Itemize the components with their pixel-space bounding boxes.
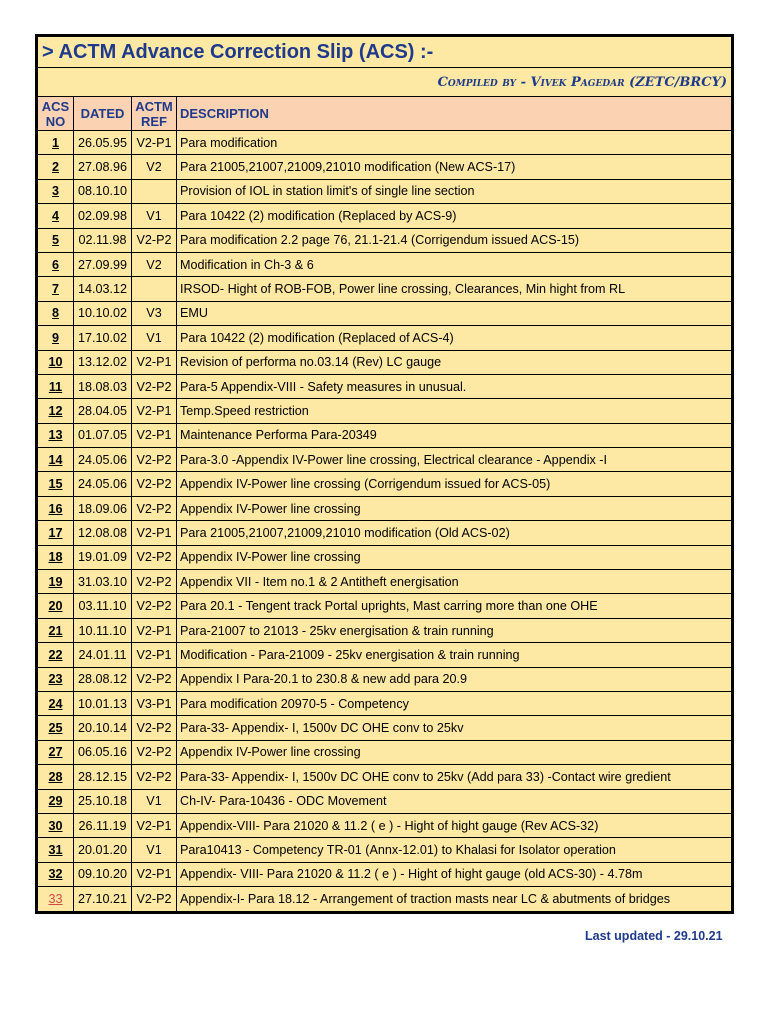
row-description: Modification - Para-21009 - 25kv energisation & train running	[177, 643, 732, 667]
row-date: 27.10.21	[74, 887, 132, 911]
table-row	[38, 374, 732, 398]
acs-number-link[interactable]: 3	[38, 179, 74, 203]
row-date: 24.01.11	[74, 643, 132, 667]
row-actm-ref: V2-P1	[132, 131, 177, 155]
row-date: 24.05.06	[74, 448, 132, 472]
header-description: DESCRIPTION	[177, 97, 732, 131]
table-row	[38, 887, 732, 911]
acs-number-link[interactable]: 23	[38, 667, 74, 691]
row-actm-ref: V2-P1	[132, 643, 177, 667]
header-acs-no	[38, 97, 74, 131]
title-row	[38, 37, 732, 68]
row-description: EMU	[177, 301, 732, 325]
row-description: Para 10422 (2) modification (Replaced by ACS-9)	[177, 204, 732, 228]
row-date: 19.01.09	[74, 545, 132, 569]
header-ref-line1: ACTM	[135, 98, 173, 114]
row-date: 13.12.02	[74, 350, 132, 374]
table-row	[38, 594, 732, 618]
row-description: Para-3.0 -Appendix IV-Power line crossing, Electrical clearance - Appendix -I	[177, 448, 732, 472]
row-actm-ref: V1	[132, 838, 177, 862]
row-date: 03.11.10	[74, 594, 132, 618]
acs-number-link[interactable]: 15	[38, 472, 74, 496]
row-description: Modification in Ch-3 & 6	[177, 252, 732, 276]
acs-number-link[interactable]: 31	[38, 838, 74, 862]
row-date: 26.05.95	[74, 131, 132, 155]
header-row	[38, 97, 732, 131]
acs-number-link[interactable]: 20	[38, 594, 74, 618]
table-row	[38, 399, 732, 423]
page-title: > ACTM Advance Correction Slip (ACS) :-	[38, 37, 732, 68]
compiled-row	[38, 68, 732, 97]
row-description: Para-5 Appendix-VIII - Safety measures in unusual.	[177, 374, 732, 398]
row-actm-ref: V2-P2	[132, 887, 177, 911]
table-row	[38, 740, 732, 764]
row-date: 08.10.10	[74, 179, 132, 203]
row-description: Appendix-VIII- Para 21020 & 11.2 ( e ) - Hight of hight gauge (Rev ACS-32)	[177, 813, 732, 837]
table-row	[38, 667, 732, 691]
table-row	[38, 618, 732, 642]
row-actm-ref: V1	[132, 204, 177, 228]
row-actm-ref: V2-P2	[132, 740, 177, 764]
row-description: Appendix I Para-20.1 to 230.8 & new add para 20.9	[177, 667, 732, 691]
row-actm-ref: V1	[132, 326, 177, 350]
table-row	[38, 862, 732, 886]
table-row	[38, 813, 732, 837]
table-row	[38, 472, 732, 496]
table-row	[38, 496, 732, 520]
row-description: Appendix- VIII- Para 21020 & 11.2 ( e ) - Hight of hight gauge (old ACS-30) - 4.78m	[177, 862, 732, 886]
row-actm-ref: V2-P2	[132, 448, 177, 472]
table-row	[38, 301, 732, 325]
row-actm-ref: V2-P1	[132, 521, 177, 545]
table-row	[38, 838, 732, 862]
acs-number-link[interactable]: 16	[38, 496, 74, 520]
table-row	[38, 350, 732, 374]
row-date: 10.11.10	[74, 618, 132, 642]
acs-number-link[interactable]: 1	[38, 131, 74, 155]
row-date: 02.09.98	[74, 204, 132, 228]
row-actm-ref: V2-P2	[132, 594, 177, 618]
row-actm-ref: V2-P1	[132, 399, 177, 423]
row-description: Para modification 2.2 page 76, 21.1-21.4 (Corrigendum issued ACS-15)	[177, 228, 732, 252]
acs-number-link[interactable]: 9	[38, 326, 74, 350]
compiled-by: Compiled by - Vivek Pagedar (ZETC/BRCY)	[38, 68, 732, 97]
row-actm-ref: V2	[132, 155, 177, 179]
last-updated: Last updated - 29.10.21	[585, 929, 723, 943]
table-row	[38, 179, 732, 203]
row-description: Para10413 - Competency TR-01 (Annx-12.01) to Khalasi for Isolator operation	[177, 838, 732, 862]
row-date: 06.05.16	[74, 740, 132, 764]
row-description: Appendix IV-Power line crossing	[177, 496, 732, 520]
row-description: Appendix-I- Para 18.12 - Arrangement of traction masts near LC & abutments of bridges	[177, 887, 732, 911]
row-description: Para-33- Appendix- I, 1500v DC OHE conv to 25kv (Add para 33) -Contact wire gredient	[177, 765, 732, 789]
row-actm-ref	[132, 277, 177, 301]
acs-number-link[interactable]: 2	[38, 155, 74, 179]
row-date: 10.01.13	[74, 691, 132, 715]
acs-number-link[interactable]: 22	[38, 643, 74, 667]
table-row	[38, 204, 732, 228]
row-description: Appendix VII - Item no.1 & 2 Antitheft energisation	[177, 570, 732, 594]
row-date: 26.11.19	[74, 813, 132, 837]
table-row	[38, 765, 732, 789]
acs-number-link[interactable]: 4	[38, 204, 74, 228]
row-actm-ref: V2	[132, 252, 177, 276]
table-row	[38, 326, 732, 350]
table-row	[38, 716, 732, 740]
acs-sheet	[35, 34, 734, 914]
row-description: Provision of IOL in station limit's of single line section	[177, 179, 732, 203]
acs-table	[37, 36, 732, 912]
row-actm-ref: V2-P2	[132, 545, 177, 569]
row-date: 18.08.03	[74, 374, 132, 398]
acs-number-link[interactable]: 25	[38, 716, 74, 740]
row-date: 01.07.05	[74, 423, 132, 447]
row-date: 14.03.12	[74, 277, 132, 301]
row-description: Para modification 20970-5 - Competency	[177, 691, 732, 715]
table-row	[38, 252, 732, 276]
row-description: Temp.Speed restriction	[177, 399, 732, 423]
row-date: 28.08.12	[74, 667, 132, 691]
row-actm-ref: V2-P1	[132, 423, 177, 447]
row-description: Appendix IV-Power line crossing (Corrigendum issued for ACS-05)	[177, 472, 732, 496]
acs-number-link[interactable]: 18	[38, 545, 74, 569]
row-actm-ref: V2-P2	[132, 472, 177, 496]
table-row	[38, 789, 732, 813]
acs-number-link[interactable]: 12	[38, 399, 74, 423]
row-description: Para 21005,21007,21009,21010 modification (New ACS-17)	[177, 155, 732, 179]
row-actm-ref: V2-P2	[132, 716, 177, 740]
row-date: 02.11.98	[74, 228, 132, 252]
row-description: IRSOD- Hight of ROB-FOB, Power line crossing, Clearances, Min hight from RL	[177, 277, 732, 301]
row-description: Appendix IV-Power line crossing	[177, 545, 732, 569]
acs-number-link[interactable]: 14	[38, 448, 74, 472]
table-row	[38, 570, 732, 594]
table-row	[38, 521, 732, 545]
row-description: Revision of performa no.03.14 (Rev) LC gauge	[177, 350, 732, 374]
table-row	[38, 691, 732, 715]
acs-number-link[interactable]: 24	[38, 691, 74, 715]
row-description: Para modification	[177, 131, 732, 155]
table-row	[38, 423, 732, 447]
row-actm-ref: V2-P2	[132, 228, 177, 252]
row-date: 28.04.05	[74, 399, 132, 423]
acs-number-link[interactable]: 11	[38, 374, 74, 398]
header-actm-ref	[132, 97, 177, 131]
row-date: 12.08.08	[74, 521, 132, 545]
row-date: 20.10.14	[74, 716, 132, 740]
row-description: Para 10422 (2) modification (Replaced of ACS-4)	[177, 326, 732, 350]
row-actm-ref: V2-P2	[132, 570, 177, 594]
acs-number-link[interactable]: 32	[38, 862, 74, 886]
row-actm-ref: V2-P2	[132, 496, 177, 520]
row-description: Para 20.1 - Tengent track Portal uprights, Mast carring more than one OHE	[177, 594, 732, 618]
row-date: 20.01.20	[74, 838, 132, 862]
row-actm-ref: V2-P1	[132, 862, 177, 886]
table-row	[38, 277, 732, 301]
header-acs-no-line1: ACS	[41, 98, 70, 114]
table-row	[38, 131, 732, 155]
table-row	[38, 448, 732, 472]
table-row	[38, 228, 732, 252]
row-description: Para-21007 to 21013 - 25kv energisation & train running	[177, 618, 732, 642]
header-dated: DATED	[74, 97, 132, 131]
row-date: 27.08.96	[74, 155, 132, 179]
row-actm-ref: V2-P1	[132, 350, 177, 374]
row-date: 25.10.18	[74, 789, 132, 813]
row-description: Para-33- Appendix- I, 1500v DC OHE conv to 25kv	[177, 716, 732, 740]
row-date: 10.10.02	[74, 301, 132, 325]
acs-number-link[interactable]: 33	[38, 887, 74, 911]
header-acs-no-line2: NO	[45, 113, 66, 129]
row-actm-ref: V2-P2	[132, 667, 177, 691]
row-date: 31.03.10	[74, 570, 132, 594]
row-actm-ref: V3-P1	[132, 691, 177, 715]
acs-number-link[interactable]: 10	[38, 350, 74, 374]
row-date: 18.09.06	[74, 496, 132, 520]
row-description: Maintenance Performa Para-20349	[177, 423, 732, 447]
row-actm-ref: V1	[132, 789, 177, 813]
row-date: 09.10.20	[74, 862, 132, 886]
acs-number-link[interactable]: 13	[38, 423, 74, 447]
row-actm-ref: V3	[132, 301, 177, 325]
acs-number-link[interactable]: 8	[38, 301, 74, 325]
header-ref-line2: REF	[141, 113, 167, 129]
row-description: Appendix IV-Power line crossing	[177, 740, 732, 764]
acs-number-link[interactable]: 19	[38, 570, 74, 594]
row-description: Para 21005,21007,21009,21010 modification (Old ACS-02)	[177, 521, 732, 545]
acs-number-link[interactable]: 21	[38, 618, 74, 642]
row-actm-ref: V2-P1	[132, 618, 177, 642]
table-row	[38, 545, 732, 569]
acs-number-link[interactable]: 27	[38, 740, 74, 764]
row-actm-ref	[132, 179, 177, 203]
acs-number-link[interactable]: 30	[38, 813, 74, 837]
row-date: 27.09.99	[74, 252, 132, 276]
row-actm-ref: V2-P2	[132, 765, 177, 789]
row-description: Ch-IV- Para-10436 - ODC Movement	[177, 789, 732, 813]
row-actm-ref: V2-P1	[132, 813, 177, 837]
acs-number-link[interactable]: 7	[38, 277, 74, 301]
acs-number-link[interactable]: 29	[38, 789, 74, 813]
row-date: 24.05.06	[74, 472, 132, 496]
row-date: 17.10.02	[74, 326, 132, 350]
acs-number-link[interactable]: 5	[38, 228, 74, 252]
acs-number-link[interactable]: 28	[38, 765, 74, 789]
table-row	[38, 155, 732, 179]
acs-number-link[interactable]: 6	[38, 252, 74, 276]
row-actm-ref: V2-P2	[132, 374, 177, 398]
acs-number-link[interactable]: 17	[38, 521, 74, 545]
table-row	[38, 643, 732, 667]
row-date: 28.12.15	[74, 765, 132, 789]
